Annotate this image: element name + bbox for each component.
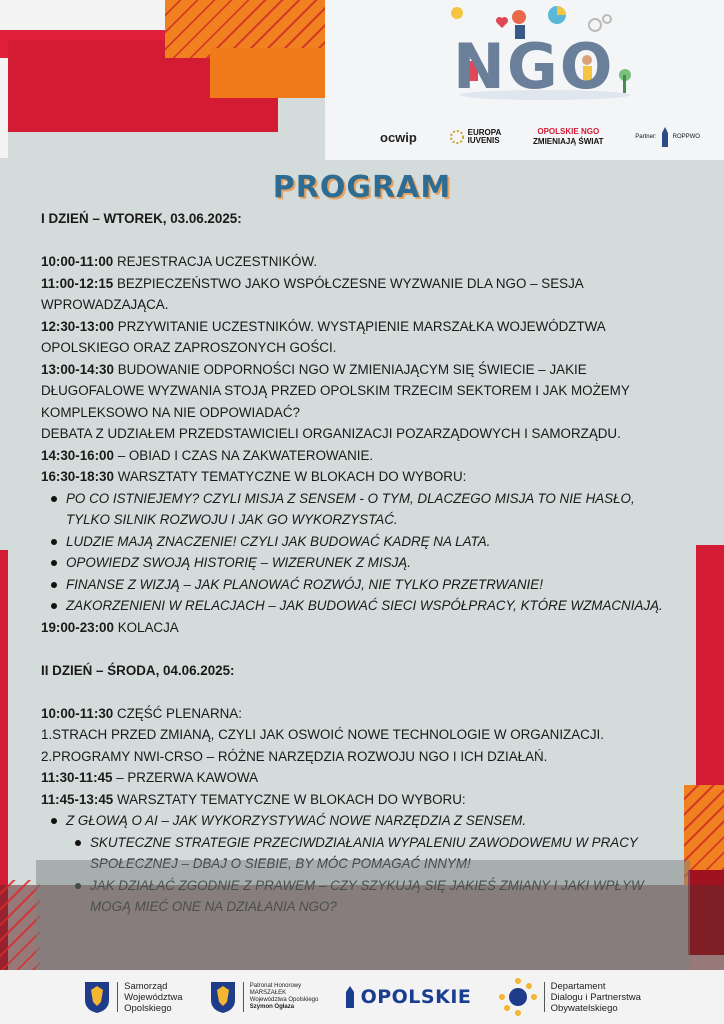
day1-item: 12:30-13:00 PRZYWITANIE UCZESTNIKÓW. WYSTĄPIENIE MARSZAŁKA WOJEWÓDZTWA OPOLSKIEGO ORAZ ZAPROSZONYCH GOŚCI. [41, 318, 605, 355]
people-circle-icon [498, 977, 538, 1017]
day1-item: 10:00-11:00 REJESTRACJA UCZESTNIKÓW. [41, 254, 318, 269]
list-item: ZAKORZENIENI W RELACJACH – JAK BUDOWAĆ SIECI WSPÓŁPRACY, KTÓRE WZMACNIAJĄ. [49, 595, 681, 617]
opolskie-ngo-line1: OPOLSKIE NGO [537, 127, 600, 137]
day1-debate: DEBATA Z UDZIAŁEM PRZEDSTAWICIELI ORGANIZACJI POZARZĄDOWYCH I SAMORZĄDU. [41, 426, 621, 441]
tower-icon [660, 127, 670, 147]
partner-label: Partner: [635, 134, 657, 140]
day1-heading: I DZIEŃ – WTOREK, 03.06.2025: [41, 211, 242, 226]
decor-left-bottom-lines [0, 880, 40, 970]
decor-bottom-overlay [36, 860, 690, 970]
footer-logos [0, 970, 724, 1024]
opolskie-wordmark: OPOLSKIE [360, 986, 472, 1008]
day2-heading: II DZIEŃ – ŚRODA, 04.06.2025: [41, 662, 235, 678]
europa-line1: EUROPA [467, 128, 502, 137]
day1-lunch: 14:30-16:00 – OBIAD I CZAS NA ZAKWATEROWANIE. [41, 447, 374, 463]
patronat-line2: MARSZAŁEK [249, 990, 287, 996]
europa-iuvenis-logo [449, 129, 502, 145]
partner-logo [635, 127, 700, 147]
divider [544, 982, 545, 1012]
samorzad-logo [83, 980, 182, 1014]
day2-workshops: 11:45-13:45 WARSZTATY TEMATYCZNE W BLOKACH DO WYBORU: [41, 791, 466, 807]
day1-item: 13:00-14:30 BUDOWANIE ODPORNOŚCI NGO W ZMIENIAJĄCYM SIĘ ŚWIECIE – JAKIE DŁUGOFALOWE WYZWANIA STOJĄ PRZED OPOLSKIM TRZECIM SEKTOREM I JAK MOŻEMY KOMPLEKSOWO NA NIE ODPOWIADAĆ? [41, 361, 630, 420]
day1-dinner: 19:00-23:00 KOLACJA [41, 619, 179, 635]
list-item: Z GŁOWĄ O AI – JAK WYKORZYSTYWAĆ NOWE NARZĘDZIA Z SENSEM. [49, 810, 681, 832]
day2-break: 11:30-11:45 – PRZERWA KAWOWA [41, 770, 259, 785]
ocwip-logo: ocwip [380, 129, 417, 145]
opolskie-logo [345, 986, 472, 1008]
eagle-crest-icon [209, 980, 237, 1014]
departament-line3: Obywatelskiego [550, 1002, 618, 1014]
day1-item: 11:00-12:15 BEZPIECZEŃSTWO JAKO WSPÓŁCZESNE WYZWANIE DLA NGO – SESJA WPROWADZAJĄCA. [41, 275, 583, 312]
decor-right-red [696, 545, 724, 805]
divider [117, 982, 118, 1012]
samorzad-line3: Opolskiego [124, 1002, 172, 1014]
patronat-line3: Województwa Opolskiego [249, 997, 319, 1003]
samorzad-line1: Samorząd [124, 980, 168, 992]
opolskie-ngo-line2: ZMIENIAJĄ ŚWIAT [533, 137, 604, 146]
day2-plenary-point: 2.PROGRAMY NWI-CRSO – RÓŻNE NARZĘDZIA ROZWOJU NGO I ICH DZIAŁAŃ. [41, 748, 548, 764]
program-content [41, 208, 681, 918]
samorzad-line2: Województwa [124, 991, 183, 1003]
partner-name: ROPPWO [672, 134, 700, 140]
list-item: FINANSE Z WIZJĄ – JAK PLANOWAĆ ROZWÓJ, NIE TYLKO PRZETRWANIE! [49, 574, 681, 596]
ngo-logo-text: NGO [453, 30, 615, 103]
decor-white-left [0, 58, 8, 158]
day1-workshops: 16:30-18:30 WARSZTATY TEMATYCZNE W BLOKACH DO WYBORU: [41, 469, 467, 484]
day2-plenary-point: 1.STRACH PRZED ZMIANĄ, CZYLI JAK OSWOIĆ NOWE TECHNOLOGIE W ORGANIZACJI. [41, 727, 604, 742]
day2-plenary: 10:00-11:30 CZĘŚĆ PLENARNA: [41, 705, 242, 721]
list-item: LUDZIE MAJĄ ZNACZENIE! CZYLI JAK BUDOWAĆ KADRĘ NA LATA. [49, 531, 681, 553]
europa-line2: IUVENIS [467, 136, 500, 145]
europa-stars-icon [449, 129, 465, 145]
departament-line2: Dialogu i Partnerstwa [550, 991, 641, 1003]
list-item: SKUTECZNE STRATEGIE PRZECIWDZIAŁANIA WYPALENIU ZAWODOWEMU W PRACY [49, 832, 681, 875]
divider [243, 982, 244, 1012]
tower-icon [345, 986, 355, 1008]
patronat-line4: Szymon Ogłaza [249, 1004, 295, 1010]
list-item: PO CO ISTNIEJEMY? CZYLI MISJA Z SENSEM - O TYM, DLACZEGO MISJA TO NIE HASŁO, TYLKO SILNIK ROZWOJU I JAK GO WYKORZYSTAĆ. [49, 488, 681, 531]
opolskie-ngo-logo [533, 127, 604, 146]
list-item: OPOWIEDZ SWOJĄ HISTORIĘ – WIZERUNEK Z MISJĄ. [49, 552, 681, 574]
patronat-logo [209, 980, 319, 1014]
eagle-crest-icon [83, 980, 111, 1014]
departament-line1: Departament [550, 980, 606, 992]
patronat-line1: Patronat Honorowy [249, 983, 302, 989]
decor-orange-block [210, 48, 325, 98]
partner-logos [380, 122, 700, 152]
program-title: PROGRAM [272, 170, 452, 205]
departament-logo [498, 977, 641, 1017]
day1-workshop-list [49, 488, 681, 617]
decor-white-corner [0, 0, 165, 30]
header-panel [325, 0, 724, 160]
